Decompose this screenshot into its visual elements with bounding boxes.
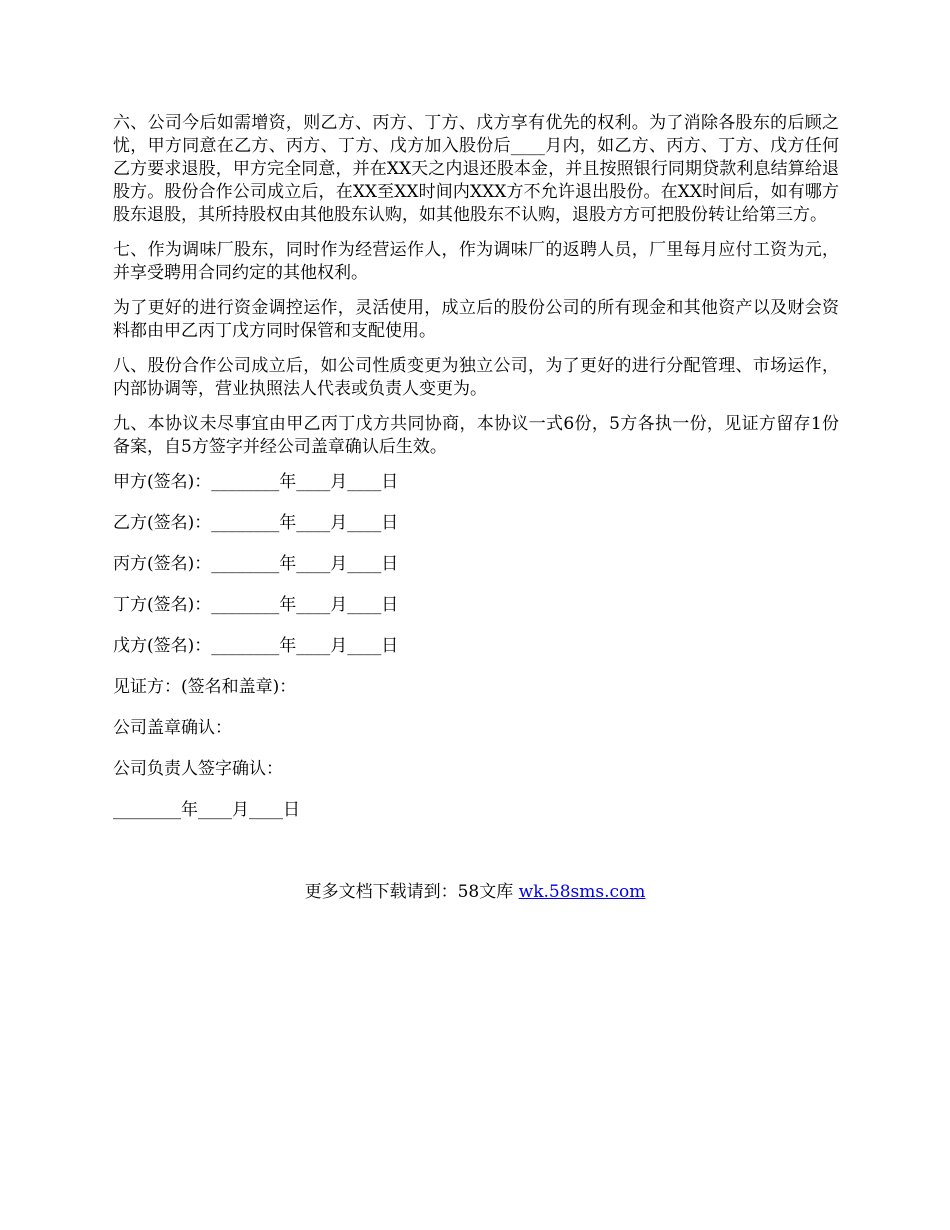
signature-party-a: 甲方(签名)：________年____月____日 bbox=[113, 472, 399, 492]
clause-eight: 八、股份合作公司成立后，如公司性质变更为独立公司，为了更好的进行分配管理、市场运作，内部协调等，营业执照法人代表或负责人变更为。 bbox=[113, 356, 839, 399]
document-body bbox=[113, 112, 839, 840]
footer-text: 更多文档下载请到：58文库 bbox=[304, 882, 519, 902]
company-head-line: 公司负责人签字确认： bbox=[113, 759, 283, 779]
clause-nine: 九、本协议未尽事宜由甲乙丙丁戊方共同协商，本协议一式6份，5方各执一份，见证方留存1份备案，自5方签字并经公司盖章确认后生效。 bbox=[113, 414, 839, 457]
clause-funds: 为了更好的进行资金调控运作，灵活使用，成立后的股份公司的所有现金和其他资产以及财会资料都由甲乙丙丁戊方同时保管和支配使用。 bbox=[113, 298, 839, 341]
signature-party-c: 丙方(签名)：________年____月____日 bbox=[113, 554, 399, 574]
clause-six: 六、公司今后如需增资，则乙方、丙方、丁方、戊方享有优先的权利。为了消除各股东的后顾之忧，甲方同意在乙方、丙方、丁方、戊方加入股份后____月内，如乙方、丙方、丁方、戊方任何乙方要求退股，甲方完全同意，并在XX天之内退还股本金，并且按照银行同期贷款利息结算给退股方。股份合作公司成立后，在XX至XX时间内XXX方不允许退出股份。在XX时间后，如有哪方股东退股，其所持股权由其他股东认购，如其他股东不认购，退股方方可把股份转让给第三方。 bbox=[113, 113, 839, 225]
signature-party-d: 丁方(签名)：________年____月____日 bbox=[113, 595, 399, 615]
signature-party-e: 戊方(签名)：________年____月____日 bbox=[113, 636, 399, 656]
signature-party-b: 乙方(签名)：________年____月____日 bbox=[113, 513, 399, 533]
footer-link[interactable]: wk.58sms.com bbox=[518, 882, 646, 902]
clause-seven: 七、作为调味厂股东，同时作为经营运作人，作为调味厂的返聘人员，厂里每月应付工资为元，并享受聘用合同约定的其他权利。 bbox=[113, 240, 839, 283]
witness-line: 见证方：(签名和盖章)： bbox=[113, 677, 297, 697]
date-line: ________年____月____日 bbox=[113, 800, 300, 820]
footer bbox=[0, 881, 950, 904]
company-seal-line: 公司盖章确认： bbox=[113, 718, 232, 738]
